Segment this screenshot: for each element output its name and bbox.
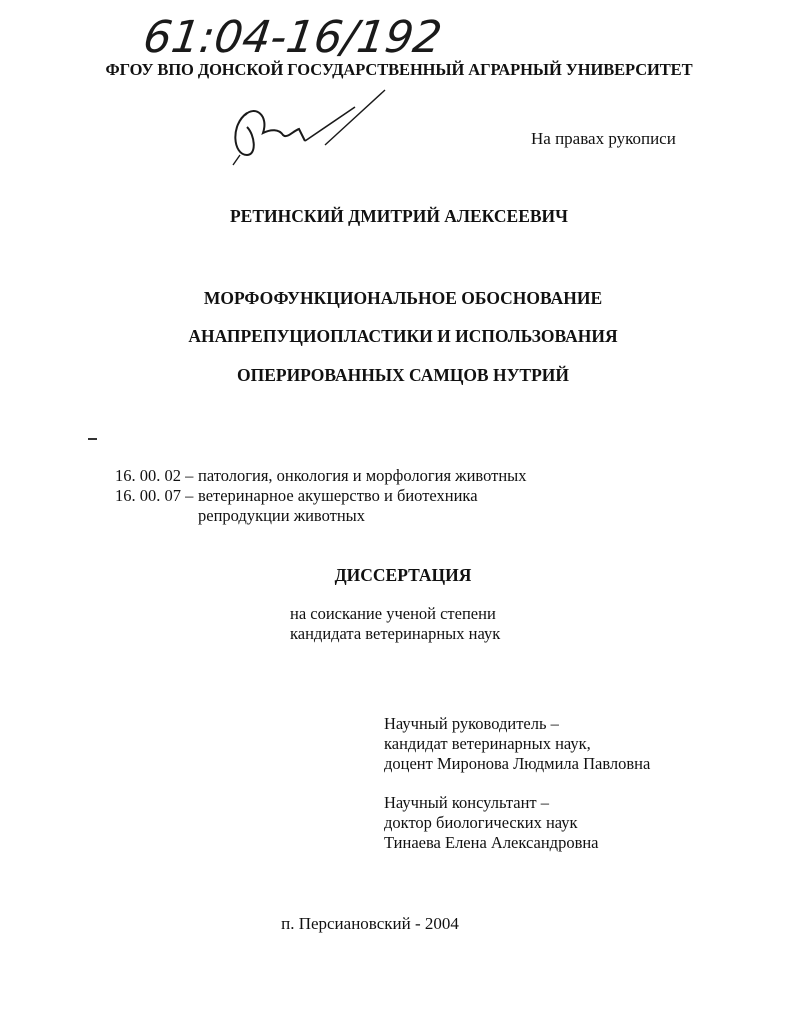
- stray-mark: [88, 438, 97, 440]
- handwritten-registration-number: [140, 8, 560, 64]
- specialty-code-1: 16. 00. 02 –: [115, 466, 194, 485]
- supervisor-line-3: доцент Миронова Людмила Павловна: [384, 754, 651, 773]
- supervisor-line-2: кандидат ветеринарных наук,: [384, 734, 591, 753]
- title-line-1: МОРФОФУНКЦИОНАЛЬНОЕ ОБОСНОВАНИЕ: [203, 288, 603, 308]
- university-name: ФГОУ ВПО ДОНСКОЙ ГОСУДАРСТВЕННЫЙ АГРАРНЫЙ УНИВЕРСИТЕТ: [105, 60, 693, 79]
- title-line-2: АНАПРЕПУЦИОПЛАСТИКИ И ИСПОЛЬЗОВАНИЯ: [188, 326, 618, 346]
- consultant-line-2: доктор биологических наук: [384, 813, 578, 832]
- document-type: ДИССЕРТАЦИЯ: [334, 565, 472, 585]
- degree-line-2: кандидата ветеринарных наук: [290, 624, 501, 643]
- signature-image: [225, 85, 390, 170]
- title-line-3: ОПЕРИРОВАННЫХ САМЦОВ НУТРИЙ: [236, 365, 570, 385]
- degree-line-1: на соискание ученой степени: [290, 604, 496, 623]
- specialty-code-2: 16. 00. 07 –: [115, 486, 194, 505]
- specialty-description-2: ветеринарное акушерство и биотехника: [198, 486, 478, 505]
- supervisor-line-1: Научный руководитель –: [384, 714, 559, 733]
- author-name: РЕТИНСКИЙ ДМИТРИЙ АЛЕКСЕЕВИЧ: [229, 206, 569, 226]
- place-and-year: п. Персиановский - 2004: [281, 914, 459, 933]
- consultant-line-3: Тинаева Елена Александровна: [384, 833, 599, 852]
- consultant-line-1: Научный консультант –: [384, 793, 549, 812]
- specialty-description-2-cont: репродукции животных: [198, 506, 366, 525]
- rights-note: На правах рукописи: [531, 129, 676, 148]
- svg-text:61:04-16/192: 61:04-16/192: [140, 12, 445, 63]
- specialty-description-1: патология, онкология и морфология животных: [198, 466, 527, 485]
